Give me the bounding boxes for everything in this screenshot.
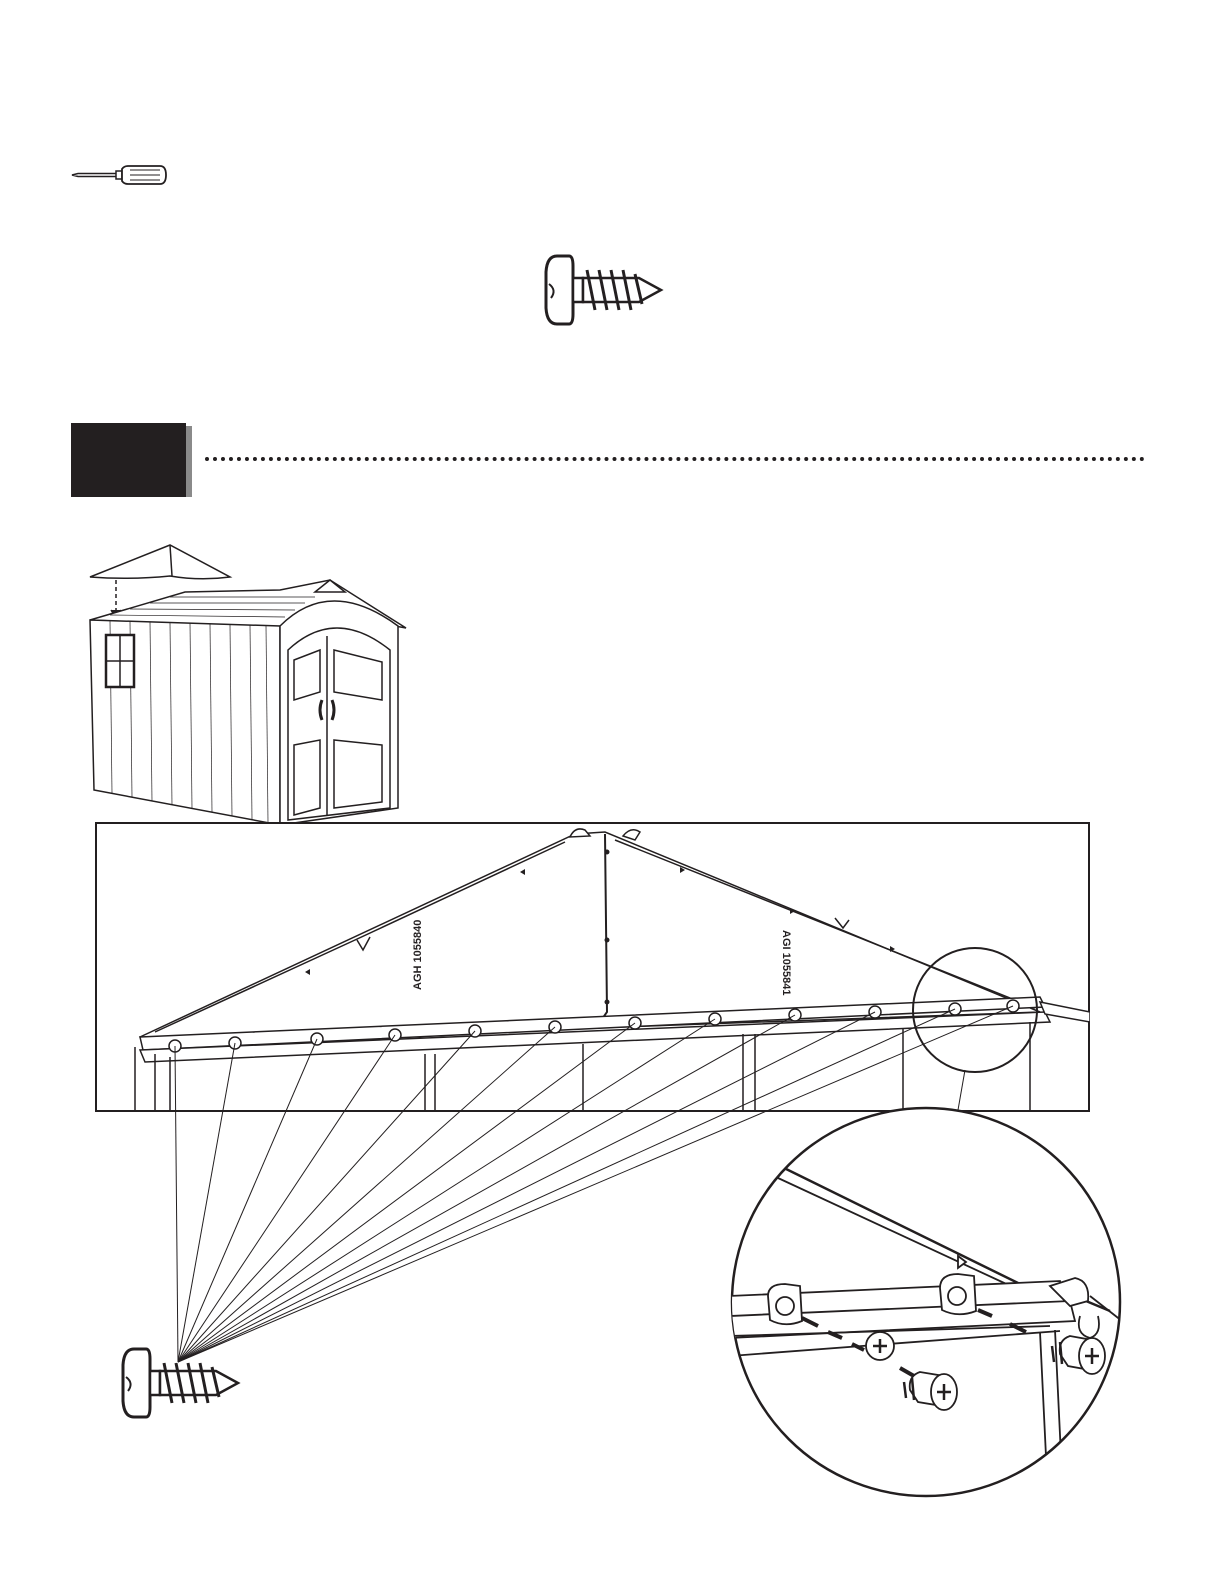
callout-screw-icon (120, 1345, 244, 1421)
magnified-eave-detail (730, 1106, 1122, 1498)
panel-right-code: AGI 1055841 (780, 930, 792, 996)
panel-left-code: AGH 1055840 (412, 919, 424, 990)
